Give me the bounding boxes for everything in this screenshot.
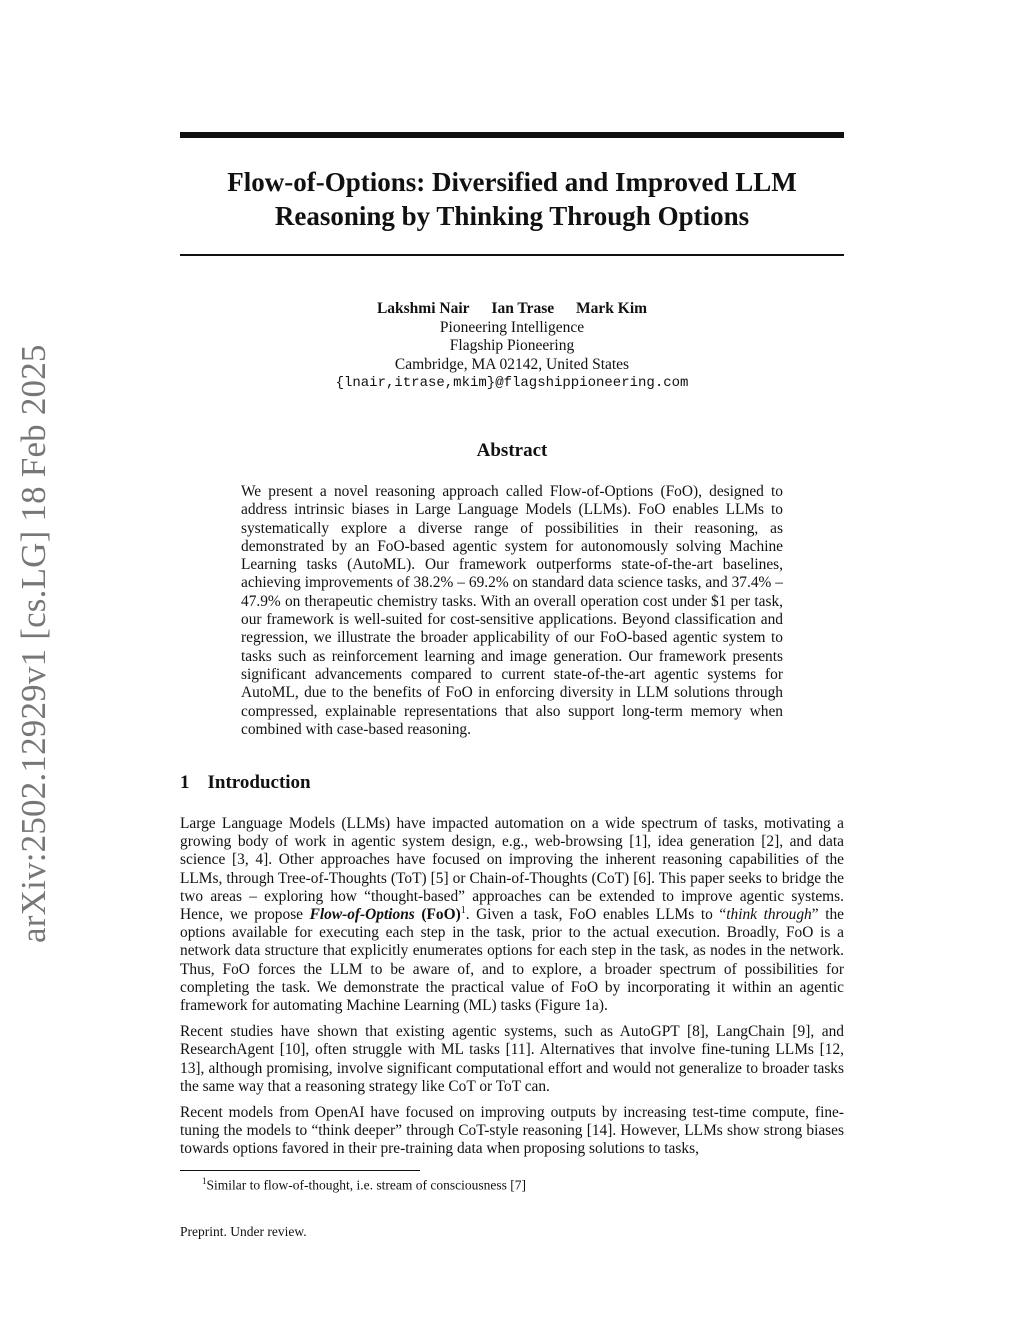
author-name: Lakshmi Nair [376,300,470,317]
intro-paragraph-2: Recent studies have shown that existing agentic systems, such as AutoGPT [8], LangChain [9], and ResearchAgent [10], often struggle with ML tasks [11]. Alternatives that involve fine-tuning LLMs [12, 13], although promising, involve significant computational effort and would not generalize to broader tasks the same way that a reasoning strategy like CoT or ToT can. [180,1023,844,1095]
think-through-emphasis: think through [726,906,812,924]
footnote-rule [180,1170,420,1171]
abstract-heading: Abstract [476,440,548,461]
paper-title [180,165,844,233]
footnote-mark: 1 [202,1176,207,1186]
title-top-rule [180,132,844,138]
arxiv-stamp: arXiv:2502.12929v1 [cs.LG] 18 Feb 2025 [14,344,53,943]
section-title: Introduction [207,772,311,793]
abstract-text: We present a novel reasoning approach called Flow-of-Options (FoO), designed to address intrinsic biases in Large Language Models (LLMs). FoO enables LLMs to systematically explore a diverse range of possibilities in their reasoning, as demonstrated by an FoO-based agentic system for autonomously solving Machine Learning tasks (AutoML). Our framework outperforms state-of-the-art baselines, achieving improvements of 38.2% – 69.2% on standard data science tasks, and 37.4% – 47.9% on therapeutic chemistry tasks. With an overall operation cost under $1 per task, our framework is well-suited for cost-sensitive applications. Beyond classification and regression, we illustrate the broader applicability of our FoO-based agentic system to tasks such as reinforcement learning and image generation. Our framework presents significant advancements compared to current state-of-the-art agentic systems for AutoML, due to the benefits of FoO in enforcing diversity in LLM solutions through compressed, explainable representations that also support long-term memory when combined with case-based reasoning. [241,483,783,738]
foo-term: Flow-of-Options [309,906,415,924]
author-block [180,300,844,393]
affiliation-company: Flagship Pioneering [449,337,575,354]
footnote-text: Similar to flow-of-thought, i.e. stream of consciousness [7] [206,1177,526,1193]
intro-paragraph-3: Recent models from OpenAI have focused on improving outputs by increasing test-time compute, fine-tuning the models to “think deeper” through CoT-style reasoning [14]. However, LLMs show strong biases towards options favored in their pre-training data when proposing solutions to tasks, [180,1104,844,1158]
author-name: Ian Trase [491,300,555,317]
intro-p1-text-a: Large Language Models (LLMs) have impacted automation on a wide spectrum of tasks, motivating a growing body of work in agentic system design, e.g., web-browsing [1], idea generation [2], and data science [3, 4]. Other approaches have focused on improving the inherent reasoning capabilities of the LLMs, through Tree-of-Thoughts (ToT) [5] or Chain-of-Thoughts (CoT) [6]. This paper seeks to bridge the two areas – exploring how “thought-based” approaches can be extended to improve agentic systems. Hence, we propose [180,815,844,924]
title-line-1: Flow-of-Options: Diversified and Improved LLM [227,167,797,197]
intro-p1-text-b: . Given a task, FoO enables LLMs to “ [465,906,727,924]
author-name: Mark Kim [576,300,648,317]
author-email: {lnair,itrase,mkim}@flagshippioneering.com [335,375,689,391]
intro-paragraph-1 [180,815,844,1015]
affiliation-address: Cambridge, MA 02142, United States [394,355,630,373]
affiliation-org: Pioneering Intelligence [439,318,585,336]
title-line-2: Reasoning by Thinking Through Options [274,201,750,231]
foo-abbr: (FoO) [421,906,461,924]
section-number: 1 [180,772,190,793]
footnote-ref[interactable]: 1 [460,904,466,916]
introduction-body [180,815,844,1167]
section-heading-introduction [180,772,311,794]
preprint-notice: Preprint. Under review. [180,1224,307,1239]
author-names [180,300,844,319]
title-bottom-rule [180,254,844,256]
intro-p1-text-c: ” the options available for executing each step in the task, prior to the actual execution. Broadly, FoO is a network data structure that explicitly enumerates options for each step in the task, as nodes in the network. Thus, FoO forces the LLM to be aware of, and to explore, a broader spectrum of possibilities for completing the task. We demonstrate the practical value of FoO by incorporating it within an agentic framework for automating Machine Learning (ML) tasks (Figure 1a). [180,906,844,1015]
footnote [202,1176,526,1194]
